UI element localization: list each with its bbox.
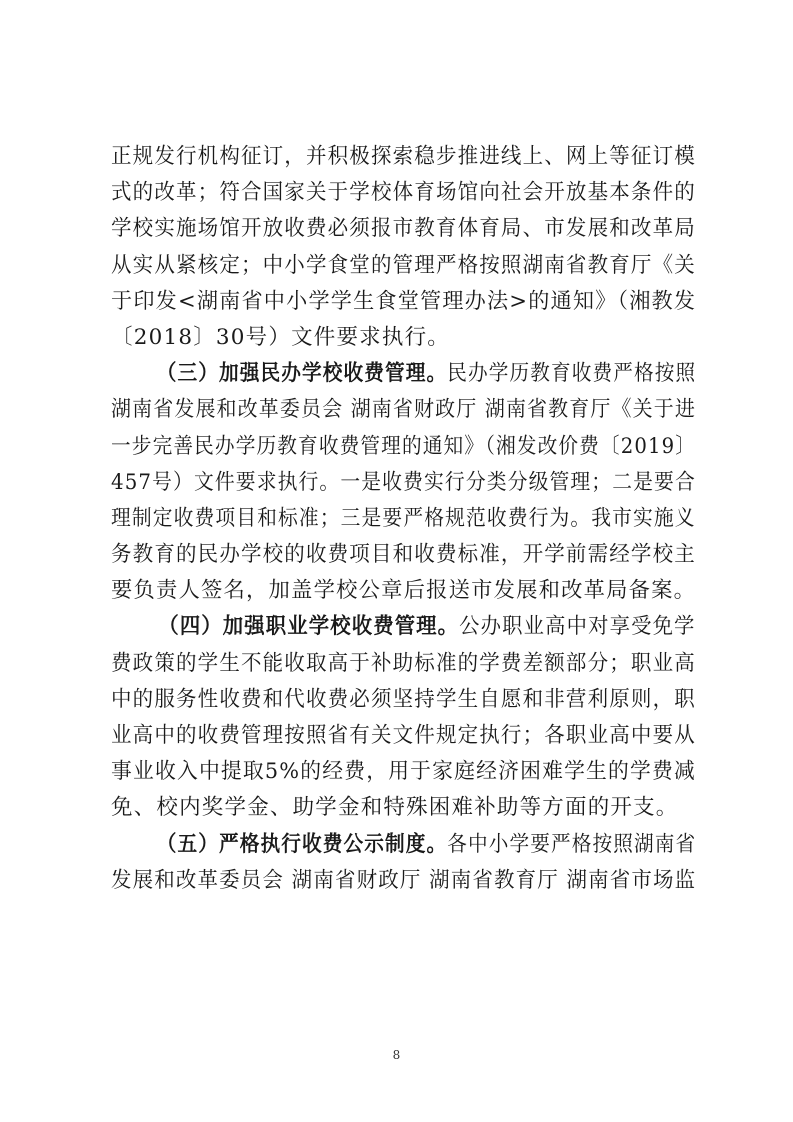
paragraph-first-line xyxy=(111,356,697,392)
section-heading: （五）严格执行收费公示制度。 xyxy=(156,831,448,857)
text-run: 公办职业高中对享受免学 xyxy=(459,614,696,640)
text-line: 式的改革；符合国家关于学校体育场馆向社会开放基本条件的 xyxy=(111,180,696,206)
text-line: 从实从紧核定；中小学食堂的管理严格按照湖南省教育厅《关 xyxy=(111,252,696,278)
text-line: 发展和改革委员会 湖南省财政厅 湖南省教育厅 湖南省市场监 xyxy=(111,867,697,893)
paragraph-first-line xyxy=(111,827,697,863)
text-line: 务教育的民办学校的收费项目和收费标准，开学前需经学校主 xyxy=(111,542,696,568)
text-line: 事业收入中提取5%的经费，用于家庭经济困难学生的学费减 xyxy=(111,759,696,785)
text-line: 一步完善民办学历教育收费管理的通知》（湘发改价费〔2019〕 xyxy=(111,433,696,459)
text-line: 学校实施场馆开放收费必须报市教育体育局、市发展和改革局 xyxy=(111,216,696,242)
text-line: 要负责人签名，加盖学校公章后报送市发展和改革局备案。 xyxy=(111,578,697,604)
text-run: 各中小学要严格按照湖南省 xyxy=(447,831,697,857)
text-line: 中的服务性收费和代收费必须坚持学生自愿和非营利原则，职 xyxy=(111,686,696,712)
section-heading: （四）加强职业学校收费管理。 xyxy=(158,614,460,640)
text-line: 费政策的学生不能收取高于补助标准的学费差额部分；职业高 xyxy=(111,650,696,676)
text-line: 理制定收费项目和标准；三是要严格规范收费行为。我市实施义 xyxy=(111,505,696,531)
page-number: 8 xyxy=(392,1048,401,1062)
body-text xyxy=(111,139,696,899)
text-line: 457号）文件要求执行。一是收费实行分类分级管理；二是要合 xyxy=(111,469,696,495)
text-run: 民办学历教育收费严格按照 xyxy=(447,361,697,387)
text-line: 湖南省发展和改革委员会 湖南省财政厅 湖南省教育厅《关于进 xyxy=(111,397,696,423)
text-line: 业高中的收费管理按照省有关文件规定执行；各职业高中要从 xyxy=(111,723,696,748)
text-line: 正规发行机构征订，并积极探索稳步推进线上、网上等征订模 xyxy=(111,144,696,169)
text-line: 〔2018〕30号）文件要求执行。 xyxy=(111,324,450,350)
section-heading: （三）加强民办学校收费管理。 xyxy=(156,361,448,387)
paragraph-first-line xyxy=(111,609,696,645)
text-line: 免、校内奖学金、助学金和特殊困难补助等方面的开支。 xyxy=(111,795,679,821)
text-line: 于印发<湖南省中小学学生食堂管理办法>的通知》（湘教发 xyxy=(111,288,697,314)
